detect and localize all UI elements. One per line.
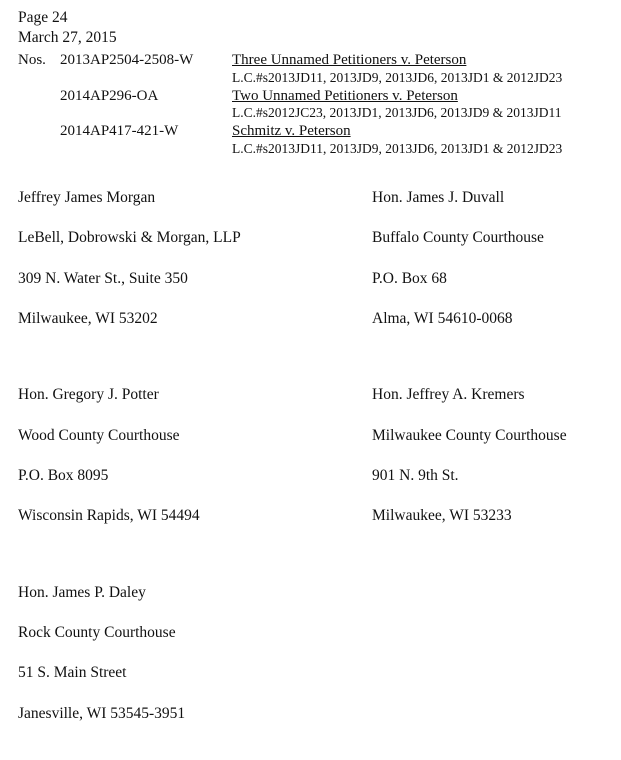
recipient-line: 309 N. Water St., Suite 350 <box>18 269 188 287</box>
recipient-line: Wisconsin Rapids, WI 54494 <box>18 507 200 525</box>
address-column-right <box>368 563 621 760</box>
recipient-line: P.O. Box 68 <box>372 269 447 287</box>
recipient-line: 51 S. Main Street <box>18 664 127 682</box>
recipient-line: Hon. Jeffrey A. Kremers <box>372 386 525 404</box>
case-entry <box>18 52 621 86</box>
recipient-line: Jeffrey James Morgan <box>18 189 156 207</box>
case-numbers: 2014AP296-OA <box>60 87 159 104</box>
case-body <box>232 52 621 86</box>
recipient-block <box>18 563 368 744</box>
recipient-addresses <box>0 168 621 760</box>
address-row <box>0 563 621 760</box>
case-title: Schmitz v. Peterson <box>232 123 351 140</box>
case-numbers: 2013AP2504-2508-W <box>60 51 194 68</box>
recipient-block <box>18 168 368 349</box>
recipient-block <box>372 365 621 546</box>
case-body <box>232 123 621 157</box>
case-lower-court-numbers: L.C.#s2012JC23, 2013JD1, 2013JD6, 2013JD9 & 2013JD11 <box>232 105 562 121</box>
recipient-block <box>372 168 621 349</box>
address-column-right <box>368 365 621 562</box>
address-row <box>0 365 621 562</box>
recipient-line: Milwaukee County Courthouse <box>372 426 567 444</box>
address-column-left <box>0 168 368 365</box>
address-column-left <box>0 563 368 760</box>
recipient-line: 901 N. 9th St. <box>372 466 459 484</box>
recipient-line: Milwaukee, WI 53202 <box>18 309 158 327</box>
recipient-line: Alma, WI 54610-0068 <box>372 309 513 327</box>
case-lower-court-numbers: L.C.#s2013JD11, 2013JD9, 2013JD6, 2013JD1 & 2012JD23 <box>232 140 563 156</box>
recipient-block <box>18 365 368 546</box>
case-lower-court-numbers: L.C.#s2013JD11, 2013JD9, 2013JD6, 2013JD1 & 2012JD23 <box>232 69 563 85</box>
case-listing <box>0 52 621 157</box>
recipient-line: Hon. James P. Daley <box>18 583 146 601</box>
recipient-line: Buffalo County Courthouse <box>372 229 544 247</box>
recipient-line: Rock County Courthouse <box>18 623 176 641</box>
recipient-line: Milwaukee, WI 53233 <box>372 507 512 525</box>
address-column-left <box>0 365 368 562</box>
case-entry <box>18 123 621 157</box>
case-title: Three Unnamed Petitioners v. Peterson <box>232 51 467 68</box>
document-date: March 27, 2015 <box>18 29 117 47</box>
recipient-line: Hon. Gregory J. Potter <box>18 386 159 404</box>
recipient-line: Janesville, WI 53545-3951 <box>18 704 186 722</box>
case-title: Two Unnamed Petitioners v. Peterson <box>232 87 458 104</box>
recipient-line: Hon. James J. Duvall <box>372 189 505 207</box>
case-body <box>232 88 621 122</box>
case-numbers: 2014AP417-421-W <box>60 123 179 140</box>
page-header <box>0 8 621 49</box>
case-entry <box>18 88 621 122</box>
nos-label: Nos. <box>18 51 46 68</box>
recipient-line: LeBell, Dobrowski & Morgan, LLP <box>18 229 241 247</box>
recipient-line: Wood County Courthouse <box>18 426 180 444</box>
address-column-right <box>368 168 621 365</box>
page-number-label: Page 24 <box>18 9 68 26</box>
address-row <box>0 168 621 365</box>
recipient-line: P.O. Box 8095 <box>18 466 109 484</box>
